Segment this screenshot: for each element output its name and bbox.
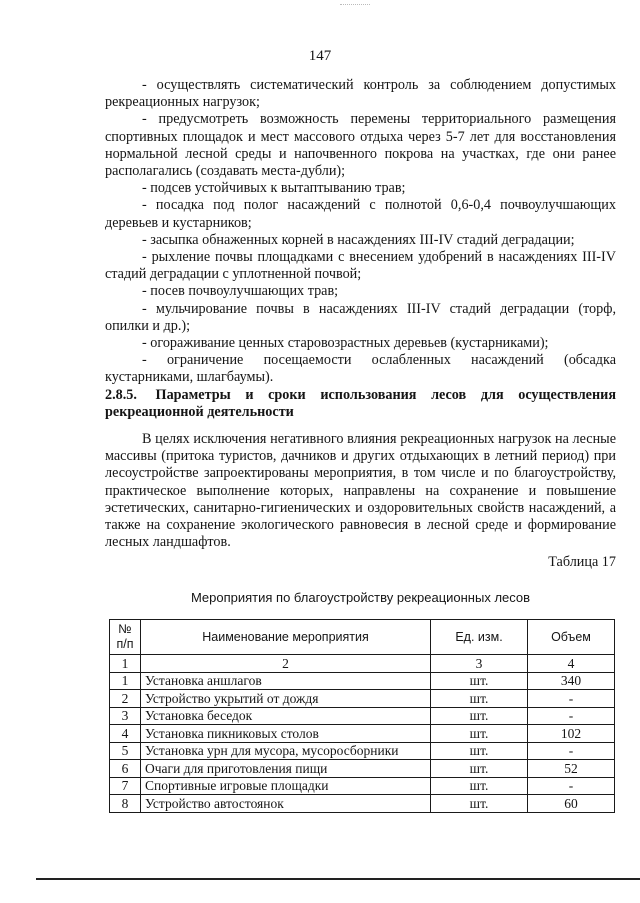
index-cell: 4 [528,655,615,673]
row-name: Установка аншлагов [141,672,431,690]
row-unit: шт. [431,777,528,795]
row-num: 6 [110,760,141,778]
row-volume: - [528,707,615,725]
table-index-row [110,655,615,673]
list-item: - мульчирование почвы в насаждениях III-IV стадий деградации (торф, опилки и др.); [105,300,616,334]
row-name: Спортивные игровые площадки [141,777,431,795]
row-num: 5 [110,742,141,760]
row-volume: 52 [528,760,615,778]
row-num: 1 [110,672,141,690]
header-num [110,620,141,655]
row-volume: - [528,742,615,760]
row-volume: - [528,777,615,795]
table-row [110,672,615,690]
row-name: Устройство укрытий от дождя [141,690,431,708]
list-item: - рыхление почвы площадками с внесением удобрений в насаждениях III-IV стадий деградации с уплотненной почвой; [105,249,616,283]
index-cell: 3 [431,655,528,673]
row-unit: шт. [431,725,528,743]
list-item: - огораживание ценных старовозрастных деревьев (кустарниками); [142,335,549,352]
row-num: 8 [110,795,141,813]
measures-table [109,619,615,813]
list-item: - осуществлять систематический контроль за соблюдением допустимых рекреационных нагрузок; [105,77,616,111]
row-unit: шт. [431,690,528,708]
index-cell: 1 [110,655,141,673]
table-row [110,742,615,760]
table-row [110,795,615,813]
table-label: Таблица 17 [548,554,616,571]
row-volume: 60 [528,795,615,813]
header-name: Наименование мероприятия [141,620,431,655]
section-number: 2.8.5. [105,386,137,403]
row-unit: шт. [431,760,528,778]
header-num-line1: № [118,622,132,636]
table-row [110,690,615,708]
row-name: Очаги для приготовления пищи [141,760,431,778]
row-num: 7 [110,777,141,795]
row-unit: шт. [431,707,528,725]
list-item: - посадка под полог насаждений с полнотой 0,6-0,4 почвоулучшающих деревьев и кустарников; [105,197,616,231]
list-item: - ограничение посещаемости ослабленных насаждений (обсадка кустарниками, шлагбаумы). [105,352,616,386]
row-volume: 102 [528,725,615,743]
list-item: - предусмотреть возможность перемены территориального размещения спортивных площадок и мест массового отдыха через 5-7 лет для восстановления нормальной лесной среды и напочвенного покрова на участках, где они ранее располагались (создавать места-дубли); [105,111,616,180]
row-volume: - [528,690,615,708]
row-unit: шт. [431,742,528,760]
table-row [110,725,615,743]
table-row [110,777,615,795]
row-name: Установка пикниковых столов [141,725,431,743]
row-num: 4 [110,725,141,743]
document-body [105,77,616,572]
row-name: Устройство автостоянок [141,795,431,813]
table-title: Мероприятия по благоустройству рекреационных лесов [190,590,531,605]
header-unit: Ед. изм. [431,620,528,655]
list-item: - посев почвоулучшающих трав; [142,283,339,300]
body-paragraph: В целях исключения негативного влияния рекреационных нагрузок на лесные массивы (притока туристов, дачников и других отдыхающих в летний период) при лесоустройстве запроектированы мероприятия, в том числе и по благоустройству, практическое выполнение которых, направлены на сохранение и повышение эстетических, санитарно-гигиенических и оздоровительных свойств насаждений, а также на сохранение экологического равновесия в лесной среде и формирование лесных ландшафтов. [105,431,616,551]
row-name: Установка беседок [141,707,431,725]
table-row [110,707,615,725]
page-bottom-rule [36,878,640,880]
section-title: Параметры и сроки использования лесов для осуществления рекреационной деятельности [105,386,616,420]
table-header-row [110,620,615,655]
row-volume: 340 [528,672,615,690]
header-num-line2: п/п [116,637,134,651]
page-number: 147 [308,48,332,64]
section-heading [105,387,616,421]
list-item: - засыпка обнаженных корней в насаждениях III-IV стадий деградации; [142,231,575,248]
scan-artifact [340,4,370,5]
index-cell: 2 [141,655,431,673]
row-unit: шт. [431,795,528,813]
header-volume: Объем [528,620,615,655]
list-item: - подсев устойчивых к вытаптыванию трав; [142,180,406,197]
row-num: 2 [110,690,141,708]
row-num: 3 [110,707,141,725]
row-unit: шт. [431,672,528,690]
table-row [110,760,615,778]
row-name: Установка урн для мусора, мусоросборники [141,742,431,760]
